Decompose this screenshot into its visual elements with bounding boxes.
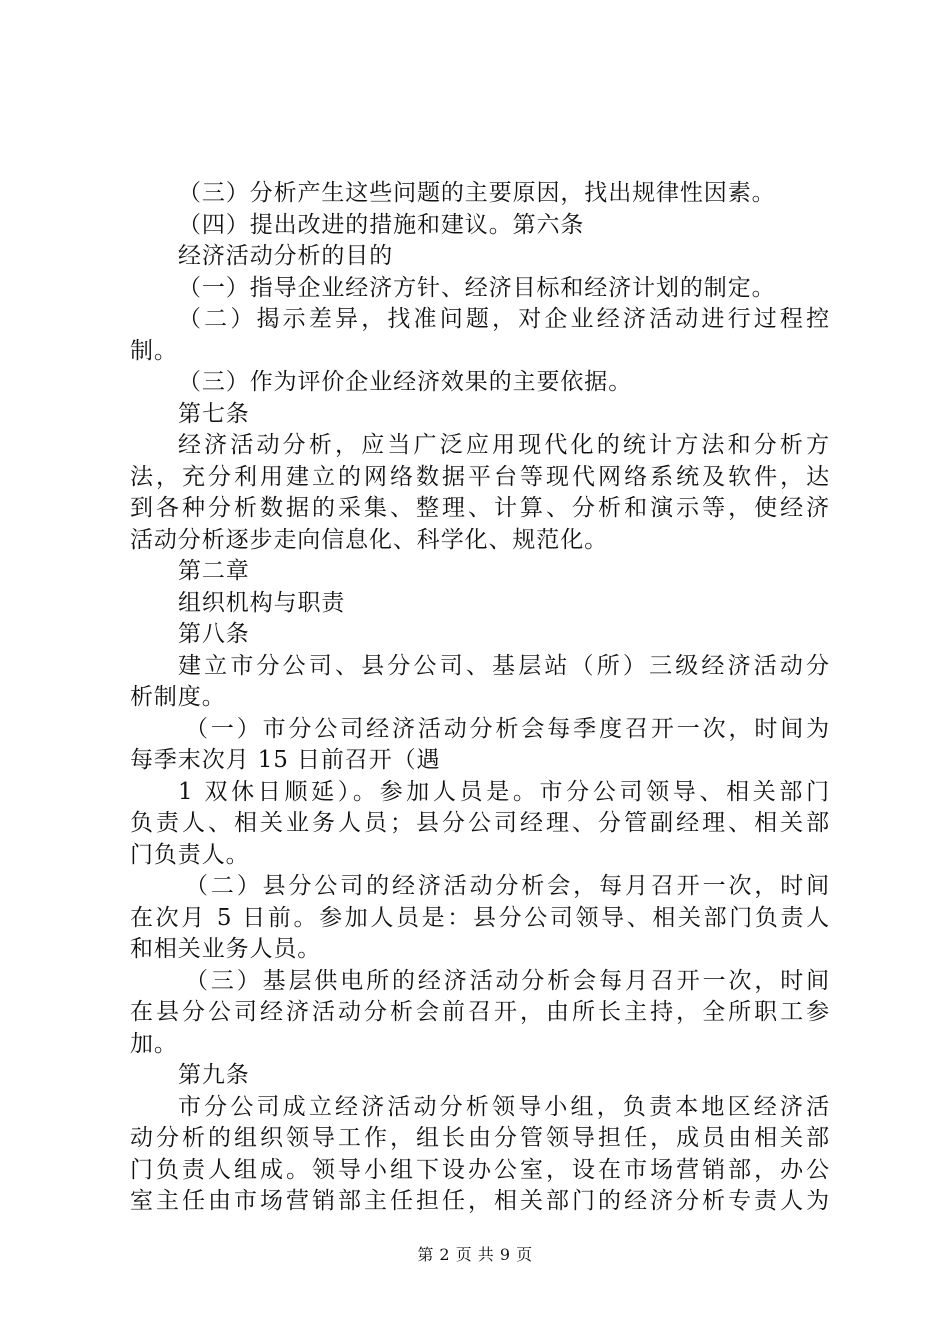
body-line: 析制度。 <box>130 684 226 710</box>
body-line: 组织机构与职责 <box>178 589 346 616</box>
body-line: 到各种分析数据的采集、整理、计算、分析和演示等，使经济 <box>130 495 830 521</box>
page-footer: 第 2 页 共 9 页 <box>417 1245 533 1264</box>
body-line: （一）市分公司经济活动分析会每季度召开一次，时间为 <box>185 715 830 742</box>
document-body <box>130 178 830 1218</box>
body-line: 负责人、相关业务人员；县分公司经理、分管副经理、相关部 <box>130 810 830 836</box>
body-line: 建立市分公司、县分公司、基层站（所）三级经济活动分 <box>178 652 830 679</box>
body-line: （三）作为评价企业经济效果的主要依据。 <box>178 369 633 395</box>
body-line: 室主任由市场营销部主任担任，相关部门的经济分析专责人为 <box>130 1188 830 1214</box>
body-line: 门负责人组成。领导小组下设办公室，设在市场营销部，办公 <box>130 1156 830 1183</box>
body-line: 和相关业务人员。 <box>130 936 322 962</box>
body-line: （二）揭示差异，找准问题，对企业经济活动进行过程控 <box>178 306 830 332</box>
body-line: 第九条 <box>178 1062 250 1088</box>
body-line: 市分公司成立经济活动分析领导小组，负责本地区经济活 <box>178 1093 830 1120</box>
body-line: 在次月 5 日前。参加人员是：县分公司领导、相关部门负责人 <box>130 904 830 931</box>
body-line: （一）指导企业经济方针、经济目标和经济计划的制定。 <box>178 274 776 301</box>
body-line: 动分析的组织领导工作，组长由分管领导担任，成员由相关部 <box>130 1125 830 1151</box>
body-line: （二）县分公司的经济活动分析会，每月召开一次，时间 <box>185 873 830 899</box>
body-line: 加。 <box>130 1030 178 1057</box>
body-line: 1 双休日顺延）。参加人员是。市分公司领导、相关部门 <box>178 778 830 805</box>
body-line: 活动分析逐步走向信息化、科学化、规范化。 <box>130 526 608 553</box>
body-line: 经济活动分析，应当广泛应用现代化的统计方法和分析方 <box>178 432 830 458</box>
body-line: 制。 <box>130 337 178 364</box>
body-line: 第八条 <box>178 621 250 647</box>
body-line: 在县分公司经济活动分析会前召开，由所长主持，全所职工参 <box>130 999 830 1025</box>
body-line: （四）提出改进的措施和建议。第六条 <box>178 211 585 238</box>
body-line: 门负责人。 <box>130 841 250 868</box>
body-line: （三）基层供电所的经济活动分析会每月召开一次，时间 <box>185 967 830 994</box>
body-line: （三）分析产生这些问题的主要原因，找出规律性因素。 <box>178 180 776 206</box>
body-line: 第七条 <box>178 400 250 427</box>
body-line: 每季末次月 15 日前召开（遇 <box>130 747 441 773</box>
body-line: 经济活动分析的目的 <box>178 243 394 269</box>
body-line: 法，充分利用建立的网络数据平台等现代网络系统及软件，达 <box>130 463 830 490</box>
body-line: 第二章 <box>178 558 250 584</box>
